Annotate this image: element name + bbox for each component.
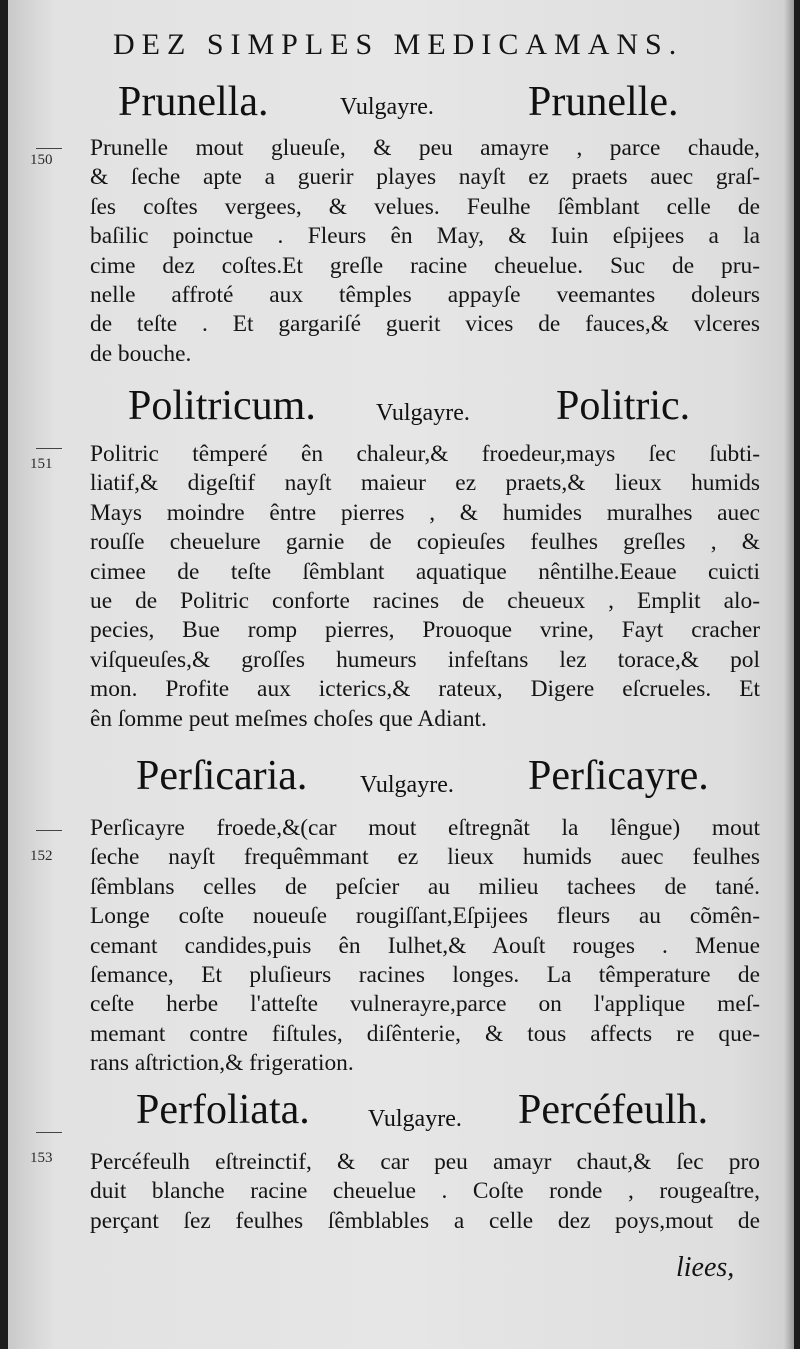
margin-number: 153 bbox=[30, 1150, 53, 1166]
text-line: Mays moindre êntre pierres , & humides muralhes auec bbox=[90, 499, 760, 526]
text-line: memant contre fiſtules, diſênterie, & tous affects re que- bbox=[90, 1020, 760, 1047]
text-line: cemant candides,puis ên Iulhet,& Aouſt rouges . Menue bbox=[90, 932, 760, 959]
latin-name: Prunella. bbox=[118, 79, 269, 125]
entry-title bbox=[8, 78, 794, 128]
margin-number: 151 bbox=[30, 456, 53, 472]
french-name: Percéfeulh. bbox=[518, 1087, 709, 1133]
text-line: baſilic poinctue . Fleurs ên May, & Iuin eſpijees a la bbox=[90, 223, 760, 250]
margin-number: 150 bbox=[30, 152, 53, 168]
text-line: rans aſtriction,& frigeration. bbox=[90, 1050, 354, 1077]
text-line: de bouche. bbox=[90, 340, 192, 367]
text-line: ên ſomme peut meſmes choſes que Adiant. bbox=[90, 705, 487, 732]
vulgayre-label: Vulgayre. bbox=[340, 94, 434, 120]
text-line: ue de Politric conforte racines de cheueux , Emplit alo- bbox=[90, 588, 760, 615]
text-line: Perſicayre froede,&(car mout eſtregnãt la lêngue) mout bbox=[90, 815, 760, 841]
vulgayre-label: Vulgayre. bbox=[360, 772, 454, 798]
text-line: ceſte herbe l'atteſte vulnerayre,parce on l'applique meſ- bbox=[90, 991, 760, 1018]
margin-number: 152 bbox=[30, 848, 53, 864]
french-name: Perſicayre. bbox=[528, 753, 709, 799]
text-line: duit blanche racine cheuelue . Coſte ronde , rougeaſtre, bbox=[90, 1178, 760, 1205]
text-line: ſemance, Et pluſieurs racines longes. La têmperature de bbox=[90, 962, 760, 989]
text-line: ſêmblans celles de peſcier au milieu tachees de tané. bbox=[90, 873, 760, 900]
text-line: ſes coſtes vergees, & velues. Feulhe ſêmblant celle de bbox=[90, 193, 760, 220]
text-line: Longe coſte noueuſe rougiſſant,Eſpijees fleurs au cõmên- bbox=[90, 903, 760, 930]
vulgayre-label: Vulgayre. bbox=[368, 1106, 462, 1132]
margin-rule bbox=[36, 448, 62, 449]
text-line: Politric têmperé ên chaleur,& froedeur,mays ſec ſubti- bbox=[90, 441, 760, 467]
french-name: Prunelle. bbox=[528, 79, 679, 125]
entry-text bbox=[90, 440, 760, 734]
text-line: viſqueuſes,& groſſes humeurs infeſtans lez torace,& pol bbox=[90, 646, 760, 673]
entry-title bbox=[8, 1086, 794, 1136]
margin-rule bbox=[36, 148, 62, 149]
text-line: mon. Profite aux icterics,& rateux, Digere eſcrueles. Et bbox=[90, 676, 760, 703]
catchword: liees, bbox=[676, 1252, 735, 1283]
latin-name: Perfoliata. bbox=[136, 1087, 310, 1133]
text-line: rouſſe cheuelure garnie de copieuſes feulhes greſles , & bbox=[90, 529, 760, 556]
latin-name: Perſicaria. bbox=[136, 753, 308, 799]
text-line: cimee de teſte ſêmblant aquatique nêntilhe.Eeaue cuicti bbox=[90, 558, 760, 585]
entry-text bbox=[90, 134, 760, 369]
text-line: de teſte . Et gargariſé guerit vices de fauces,& vlceres bbox=[90, 311, 760, 338]
text-line: ſeche nayſt frequêmmant ez lieux humids auec feulhes bbox=[90, 844, 760, 871]
entry-text bbox=[90, 1148, 760, 1236]
french-name: Politric. bbox=[556, 383, 691, 429]
text-line: perçant ſez feulhes ſêmblables a celle dez poys,mout de bbox=[90, 1207, 760, 1234]
text-line: Prunelle mout glueuſe, & peu amayre , parce chaude, bbox=[90, 135, 760, 161]
text-line: liatif,& digeſtif nayſt maieur ez praets,& lieux humids bbox=[90, 470, 760, 497]
text-line: nelle affroté aux têmples appayſe veemantes doleurs bbox=[90, 282, 760, 309]
running-head: DEZ SIMPLES MEDICAMANS. bbox=[113, 28, 684, 61]
latin-name: Politricum. bbox=[128, 383, 316, 429]
entry-title bbox=[8, 382, 794, 432]
text-line: pecies, Bue romp pierres, Prouoque vrine, Fayt cracher bbox=[90, 617, 760, 644]
margin-rule bbox=[36, 830, 62, 831]
book-page bbox=[8, 0, 794, 1349]
text-line: & ſeche apte a guerir playes nayſt ez praets auec graſ- bbox=[90, 164, 760, 191]
entry-title bbox=[8, 752, 794, 802]
text-line: cime dez coſtes.Et greſle racine cheuelue. Suc de pru- bbox=[90, 252, 760, 279]
entry-text bbox=[90, 814, 760, 1079]
text-line: Percéfeulh eſtreinctif, & car peu amayr chaut,& ſec pro bbox=[90, 1149, 760, 1175]
vulgayre-label: Vulgayre. bbox=[376, 400, 470, 426]
